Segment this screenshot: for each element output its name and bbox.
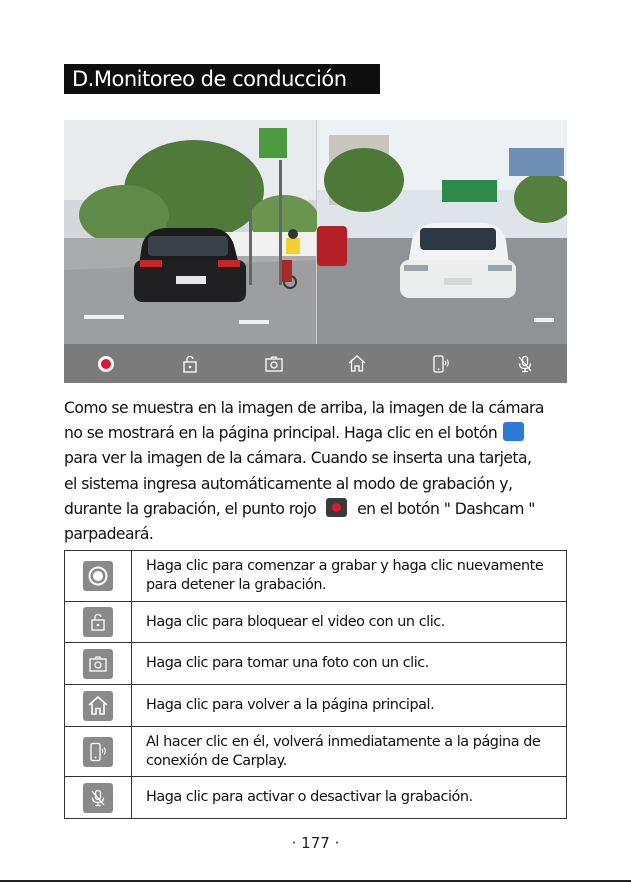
description-paragraph (64, 396, 569, 547)
row-text: conexión de Carplay. (146, 752, 287, 769)
phone-carplay-icon (432, 355, 450, 373)
lock-icon (83, 607, 113, 637)
paragraph-line: el sistema ingresa automáticamente al modo de grabación y, (64, 474, 513, 493)
table-row (65, 551, 567, 602)
row-text: para detener la grabación. (146, 577, 327, 593)
row-text: Haga clic para activar o desactivar la grabación. (146, 789, 473, 805)
section-title: D.Monitoreo de conducción (64, 64, 380, 94)
paragraph-line: no se mostrará en la página principal. Haga clic en el botón (64, 421, 569, 446)
paragraph-line: para ver la imagen de la cámara. Cuando se inserta una tarjeta, (64, 449, 532, 468)
record-button[interactable] (95, 353, 117, 375)
table-row (65, 643, 567, 685)
record-icon (97, 355, 115, 373)
table-row (65, 777, 567, 819)
dashcam-preview (64, 120, 567, 383)
camera-icon (83, 649, 113, 679)
lock-icon (182, 355, 198, 373)
table-row (65, 727, 567, 777)
camera-button-icon (503, 422, 524, 441)
phone-carplay-icon (83, 737, 113, 767)
row-text: Haga clic para tomar una foto con un clic. (146, 655, 429, 671)
paragraph-line: parpadeará. (64, 525, 154, 544)
mic-toggle-button[interactable] (514, 353, 536, 375)
table-row (65, 602, 567, 643)
mic-mute-icon (83, 783, 113, 813)
home-icon (348, 355, 366, 372)
mic-mute-icon (516, 355, 534, 373)
record-icon (83, 561, 113, 591)
paragraph-line: Como se muestra en la imagen de arriba, la imagen de la cámara (64, 399, 544, 417)
camera-icon (265, 356, 283, 372)
camera-toolbar (64, 344, 567, 383)
paragraph-line: durante la grabación, el punto rojo en el botón " Dashcam " (64, 499, 535, 518)
row-text: Al hacer clic en él, volverá inmediatamente a la página de (146, 733, 541, 750)
page-number: · 177 · (291, 834, 340, 852)
lock-button[interactable] (179, 353, 201, 375)
camera-feed-image (64, 120, 567, 344)
home-button[interactable] (346, 353, 368, 375)
bottom-divider (0, 880, 631, 882)
row-text: Haga clic para bloquear el video con un clic. (146, 613, 445, 630)
button-help-table (64, 550, 567, 819)
snapshot-button[interactable] (263, 353, 285, 375)
table-row (65, 685, 567, 727)
carplay-button[interactable] (430, 353, 452, 375)
row-text: Haga clic para comenzar a grabar y haga clic nuevamente (146, 558, 544, 574)
row-text: Haga clic para volver a la página principal. (146, 697, 435, 713)
record-dot-icon (326, 498, 347, 517)
home-icon (83, 691, 113, 721)
